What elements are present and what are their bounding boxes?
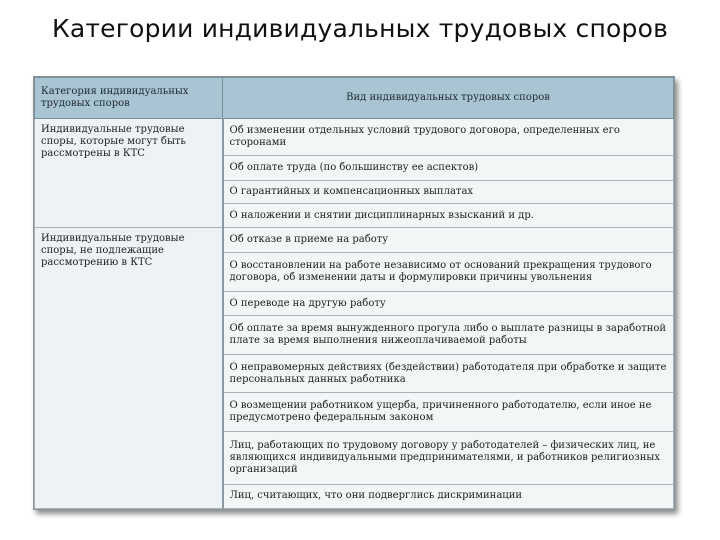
- dispute-type-cell: Лиц, считающих, что они подверглись дискриминации: [223, 484, 674, 508]
- header-category: Категория индивидуальных трудовых споров: [35, 78, 223, 119]
- dispute-type-cell: Об оплате труда (по большинству ее аспектов): [223, 156, 674, 180]
- category-cell-not-kts: Индивидуальные трудовые споры, не подлежащие рассмотрению в КТС: [35, 228, 223, 509]
- dispute-type-cell: О наложении и снятии дисциплинарных взысканий и др.: [223, 204, 674, 228]
- dispute-type-cell: О восстановлении на работе независимо от оснований прекращения трудового договора, об изменении даты и формулировки причины увольнения: [223, 252, 674, 292]
- slide-title: Категории индивидуальных трудовых споров: [51, 14, 669, 43]
- dispute-type-cell: О неправомерных действиях (бездействии) работодателя при обработке и защите персональных данных работника: [223, 354, 674, 392]
- dispute-type-cell: Об оплате за время вынужденного прогула либо о выплате разницы в заработной плате за время выполнения нижеоплачиваемой работы: [223, 316, 674, 354]
- table-row: [35, 119, 674, 156]
- dispute-type-cell: Об изменении отдельных условий трудового договора, определенных его сторонами: [223, 119, 674, 156]
- dispute-type-cell: О переводе на другую работу: [223, 292, 674, 316]
- table-header-row: [35, 78, 674, 119]
- dispute-type-cell: О гарантийных и компенсационных выплатах: [223, 180, 674, 203]
- category-cell-kts: Индивидуальные трудовые споры, которые могут быть рассмотрены в КТС: [35, 119, 223, 228]
- dispute-type-cell: Лиц, работающих по трудовому договору у работодателей – физических лиц, не являющихся индивидуальными предпринимателями, и работников религиозных организаций: [223, 431, 674, 484]
- table-row: [35, 228, 674, 252]
- header-dispute-type: Вид индивидуальных трудовых споров: [223, 78, 674, 119]
- dispute-type-cell: Об отказе в приеме на работу: [223, 228, 674, 252]
- dispute-type-cell: О возмещении работником ущерба, причиненного работодателю, если иное не предусмотрено федеральным законом: [223, 393, 674, 431]
- labor-disputes-table: [33, 76, 675, 510]
